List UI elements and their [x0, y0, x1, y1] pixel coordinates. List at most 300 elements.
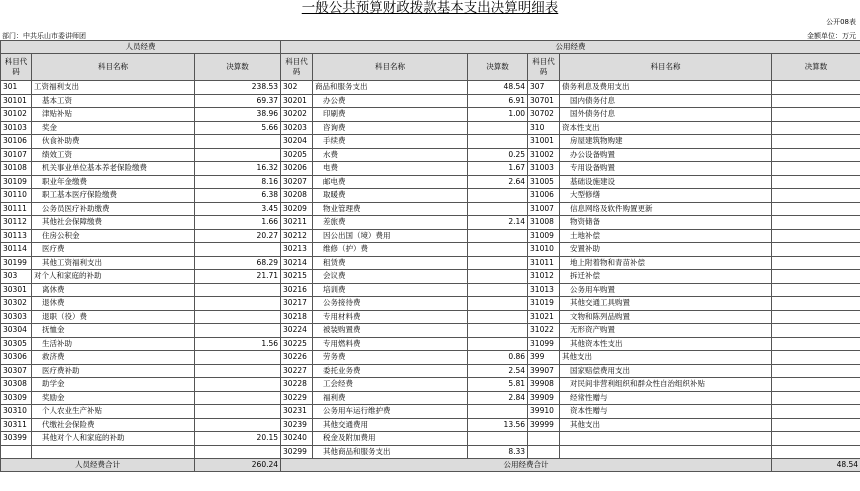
table-row	[1, 256, 860, 270]
table-row	[1, 121, 860, 135]
subject-code-cell: 30307	[1, 364, 32, 378]
subject-name-cell: 商品和服务支出	[313, 81, 468, 95]
subject-code-cell: 39909	[528, 391, 560, 405]
subject-name-cell: 其他社会保障缴费	[32, 216, 195, 230]
subject-name-cell: 专用设备购置	[560, 162, 772, 176]
subject-code-cell: 30213	[281, 243, 313, 257]
subject-code-cell: 31007	[528, 202, 560, 216]
subject-name-cell: 医疗费补助	[32, 364, 195, 378]
subject-code-cell: 399	[528, 351, 560, 365]
subject-code-cell: 39999	[528, 418, 560, 432]
subject-code-cell: 30218	[281, 310, 313, 324]
amount-cell	[772, 243, 860, 257]
expenditure-table	[0, 40, 860, 472]
subject-name-cell: 维修（护）费	[313, 243, 468, 257]
subject-name-cell: 土地补偿	[560, 229, 772, 243]
amount-cell	[772, 310, 860, 324]
subject-code-cell: 30108	[1, 162, 32, 176]
subject-code-cell: 31099	[528, 337, 560, 351]
table-row	[1, 108, 860, 122]
subject-code-cell: 301	[1, 81, 32, 95]
subject-name-cell: 奖励金	[32, 391, 195, 405]
subject-code-cell: 30231	[281, 405, 313, 419]
subject-name-cell: 基本工资	[32, 94, 195, 108]
public-total-value: 48.54	[772, 459, 860, 472]
table-row	[1, 94, 860, 108]
subject-name-cell: 会议费	[313, 270, 468, 284]
amount-cell	[468, 256, 528, 270]
subject-code-cell: 30204	[281, 135, 313, 149]
amount-cell: 13.56	[468, 418, 528, 432]
subject-name-cell: 其他交通工具购置	[560, 297, 772, 311]
subject-code-cell: 30211	[281, 216, 313, 230]
amount-cell: 238.53	[195, 81, 281, 95]
header-amount: 决算数	[195, 54, 281, 81]
subject-code-cell: 30701	[528, 94, 560, 108]
subject-name-cell: 职工基本医疗保险缴费	[32, 189, 195, 203]
subject-name-cell: 专用燃料费	[313, 337, 468, 351]
subject-code-cell: 30205	[281, 148, 313, 162]
amount-cell: 1.66	[195, 216, 281, 230]
subject-name-cell: 税金及附加费用	[313, 432, 468, 446]
section-band-row	[1, 41, 860, 54]
subject-name-cell: 公务用车购置	[560, 283, 772, 297]
subject-code-cell: 30224	[281, 324, 313, 338]
subject-name-cell: 公务接待费	[313, 297, 468, 311]
subject-name-cell: 绩效工资	[32, 148, 195, 162]
amount-cell	[195, 297, 281, 311]
subject-code-cell: 30227	[281, 364, 313, 378]
amount-cell	[195, 378, 281, 392]
subject-code-cell: 31001	[528, 135, 560, 149]
subject-code-cell: 30109	[1, 175, 32, 189]
subject-code-cell: 30306	[1, 351, 32, 365]
header-code: 科目代码	[1, 54, 32, 81]
subject-name-cell: 差旅费	[313, 216, 468, 230]
table-row	[1, 324, 860, 338]
subject-code-cell: 30113	[1, 229, 32, 243]
subject-code-cell: 39908	[528, 378, 560, 392]
amount-cell	[195, 148, 281, 162]
amount-cell: 3.45	[195, 202, 281, 216]
table-row	[1, 378, 860, 392]
header-code: 科目代码	[528, 54, 560, 81]
subject-name-cell: 印刷费	[313, 108, 468, 122]
subject-code-cell: 30101	[1, 94, 32, 108]
amount-cell	[195, 405, 281, 419]
subject-name-cell: 助学金	[32, 378, 195, 392]
amount-cell	[772, 135, 860, 149]
subject-code-cell: 30302	[1, 297, 32, 311]
amount-cell	[468, 432, 528, 446]
subject-code-cell: 30201	[281, 94, 313, 108]
subject-code-cell: 30111	[1, 202, 32, 216]
subject-name-cell: 工会经费	[313, 378, 468, 392]
subject-name-cell: 物业管理费	[313, 202, 468, 216]
subject-code-cell: 31012	[528, 270, 560, 284]
subject-name-cell: 机关事业单位基本养老保险缴费	[32, 162, 195, 176]
amount-cell	[772, 189, 860, 203]
amount-cell	[772, 256, 860, 270]
amount-cell: 0.86	[468, 351, 528, 365]
table-row	[1, 175, 860, 189]
amount-cell	[195, 310, 281, 324]
subject-code-cell: 39910	[528, 405, 560, 419]
subject-name-cell: 经常性赠与	[560, 391, 772, 405]
subject-name-cell: 津贴补贴	[32, 108, 195, 122]
amount-cell	[195, 324, 281, 338]
subject-name-cell: 邮电费	[313, 175, 468, 189]
amount-cell	[772, 378, 860, 392]
amount-cell	[468, 310, 528, 324]
subject-name-cell: 救济费	[32, 351, 195, 365]
section-public: 公用经费	[281, 41, 860, 54]
subject-name-cell: 专用材料费	[313, 310, 468, 324]
subject-code-cell: 31010	[528, 243, 560, 257]
subject-name-cell: 对个人和家庭的补助	[32, 270, 195, 284]
subject-code-cell	[528, 432, 560, 446]
subject-name-cell: 无形资产购置	[560, 324, 772, 338]
table-row	[1, 297, 860, 311]
subject-code-cell: 30199	[1, 256, 32, 270]
subject-name-cell: 福利费	[313, 391, 468, 405]
subject-code-cell: 30239	[281, 418, 313, 432]
amount-cell	[772, 324, 860, 338]
subject-name-cell: 其他交通费用	[313, 418, 468, 432]
subject-code-cell: 30305	[1, 337, 32, 351]
subject-name-cell: 生活补助	[32, 337, 195, 351]
subject-code-cell: 30106	[1, 135, 32, 149]
subject-code-cell: 30308	[1, 378, 32, 392]
public-total-label: 公用经费合计	[281, 459, 772, 472]
table-row	[1, 432, 860, 446]
subject-code-cell: 307	[528, 81, 560, 95]
table-row	[1, 364, 860, 378]
totals-row	[1, 459, 860, 472]
subject-code-cell: 30229	[281, 391, 313, 405]
subject-name-cell	[32, 445, 195, 459]
amount-cell	[468, 337, 528, 351]
subject-name-cell: 退职（役）费	[32, 310, 195, 324]
subject-code-cell: 30110	[1, 189, 32, 203]
subject-name-cell: 其他工资福利支出	[32, 256, 195, 270]
subject-name-cell	[560, 432, 772, 446]
section-personnel: 人员经费	[1, 41, 281, 54]
subject-code-cell: 30299	[281, 445, 313, 459]
subject-name-cell: 安置补助	[560, 243, 772, 257]
amount-cell	[772, 364, 860, 378]
subject-code-cell: 30301	[1, 283, 32, 297]
subject-code-cell: 30309	[1, 391, 32, 405]
table-row	[1, 270, 860, 284]
table-row	[1, 135, 860, 149]
subject-name-cell: 代缴社会保险费	[32, 418, 195, 432]
subject-code-cell: 30304	[1, 324, 32, 338]
subject-code-cell: 30702	[528, 108, 560, 122]
table-row	[1, 81, 860, 95]
amount-cell: 16.32	[195, 162, 281, 176]
table-row	[1, 445, 860, 459]
subject-code-cell: 310	[528, 121, 560, 135]
amount-cell: 20.27	[195, 229, 281, 243]
subject-name-cell: 其他资本性支出	[560, 337, 772, 351]
amount-cell: 1.56	[195, 337, 281, 351]
subject-code-cell: 30399	[1, 432, 32, 446]
amount-cell: 21.71	[195, 270, 281, 284]
subject-name-cell: 水费	[313, 148, 468, 162]
subject-code-cell: 31021	[528, 310, 560, 324]
subject-code-cell: 30215	[281, 270, 313, 284]
subject-name-cell: 其他支出	[560, 351, 772, 365]
amount-cell	[195, 391, 281, 405]
subject-code-cell: 31008	[528, 216, 560, 230]
subject-code-cell: 30209	[281, 202, 313, 216]
amount-cell: 68.29	[195, 256, 281, 270]
subject-code-cell: 30303	[1, 310, 32, 324]
form-code: 公开08表	[826, 18, 856, 26]
subject-name-cell: 信息网络及软件购置更新	[560, 202, 772, 216]
amount-cell	[772, 351, 860, 365]
amount-cell	[772, 270, 860, 284]
subject-name-cell: 委托业务费	[313, 364, 468, 378]
amount-cell	[772, 216, 860, 230]
header-code: 科目代码	[281, 54, 313, 81]
subject-name-cell: 医疗费	[32, 243, 195, 257]
department-label: 部门：中共乐山市委讲师团	[2, 32, 86, 40]
subject-name-cell: 工资福利支出	[32, 81, 195, 95]
personnel-total-value: 260.24	[195, 459, 281, 472]
amount-cell	[772, 94, 860, 108]
subject-name-cell: 公务员医疗补助缴费	[32, 202, 195, 216]
amount-cell: 69.37	[195, 94, 281, 108]
amount-cell: 8.33	[468, 445, 528, 459]
subject-code-cell: 31006	[528, 189, 560, 203]
subject-code-cell: 30311	[1, 418, 32, 432]
column-header-row	[1, 54, 860, 81]
subject-name-cell: 资本性赠与	[560, 405, 772, 419]
table-row	[1, 391, 860, 405]
subject-code-cell: 30225	[281, 337, 313, 351]
amount-cell	[468, 121, 528, 135]
amount-cell	[772, 432, 860, 446]
amount-cell	[772, 418, 860, 432]
table-row	[1, 351, 860, 365]
subject-name-cell: 对民间非营利组织和群众性自治组织补贴	[560, 378, 772, 392]
amount-cell: 1.67	[468, 162, 528, 176]
subject-name-cell: 国外债务付息	[560, 108, 772, 122]
subject-name-cell: 伙食补助费	[32, 135, 195, 149]
amount-cell	[468, 405, 528, 419]
amount-cell	[195, 135, 281, 149]
subject-code-cell: 30228	[281, 378, 313, 392]
subject-code-cell: 39907	[528, 364, 560, 378]
subject-code-cell: 30102	[1, 108, 32, 122]
subject-name-cell: 拆迁补偿	[560, 270, 772, 284]
table-row	[1, 418, 860, 432]
subject-code-cell: 31022	[528, 324, 560, 338]
amount-cell: 2.14	[468, 216, 528, 230]
amount-cell: 5.66	[195, 121, 281, 135]
amount-cell: 8.16	[195, 175, 281, 189]
table-row	[1, 162, 860, 176]
amount-cell	[468, 135, 528, 149]
amount-cell	[195, 418, 281, 432]
subject-code-cell	[528, 445, 560, 459]
table-row	[1, 243, 860, 257]
subject-name-cell: 大型修缮	[560, 189, 772, 203]
amount-cell	[772, 391, 860, 405]
amount-cell: 20.15	[195, 432, 281, 446]
amount-cell: 6.38	[195, 189, 281, 203]
amount-cell	[772, 148, 860, 162]
table-row	[1, 283, 860, 297]
table-row	[1, 405, 860, 419]
subject-code-cell: 31009	[528, 229, 560, 243]
subject-name-cell: 手续费	[313, 135, 468, 149]
subject-code-cell: 31003	[528, 162, 560, 176]
subject-name-cell: 资本性支出	[560, 121, 772, 135]
amount-cell: 1.00	[468, 108, 528, 122]
amount-cell	[195, 283, 281, 297]
amount-cell	[468, 243, 528, 257]
amount-cell: 6.91	[468, 94, 528, 108]
amount-cell	[772, 108, 860, 122]
subject-code-cell: 30212	[281, 229, 313, 243]
table-row	[1, 148, 860, 162]
subject-code-cell: 30217	[281, 297, 313, 311]
subject-name-cell: 办公设备购置	[560, 148, 772, 162]
amount-cell	[772, 162, 860, 176]
subject-code-cell: 31019	[528, 297, 560, 311]
amount-cell: 2.84	[468, 391, 528, 405]
amount-cell: 48.54	[468, 81, 528, 95]
subject-code-cell: 30103	[1, 121, 32, 135]
subject-code-cell: 30207	[281, 175, 313, 189]
subject-name-cell: 国家赔偿费用支出	[560, 364, 772, 378]
subject-name-cell: 办公费	[313, 94, 468, 108]
amount-cell	[195, 364, 281, 378]
subject-name-cell: 抚恤金	[32, 324, 195, 338]
amount-cell	[772, 121, 860, 135]
subject-code-cell: 31013	[528, 283, 560, 297]
subject-code-cell: 30226	[281, 351, 313, 365]
subject-name-cell: 因公出国（境）费用	[313, 229, 468, 243]
subject-code-cell: 30240	[281, 432, 313, 446]
subject-code-cell: 31005	[528, 175, 560, 189]
amount-cell	[772, 405, 860, 419]
header-amount: 决算数	[772, 54, 860, 81]
subject-code-cell: 30202	[281, 108, 313, 122]
table-row	[1, 310, 860, 324]
amount-cell	[772, 445, 860, 459]
subject-name-cell: 公务用车运行维护费	[313, 405, 468, 419]
header-name: 科目名称	[313, 54, 468, 81]
amount-cell: 5.81	[468, 378, 528, 392]
table-row	[1, 189, 860, 203]
subject-name-cell: 职业年金缴费	[32, 175, 195, 189]
subject-code-cell: 30114	[1, 243, 32, 257]
personnel-total-label: 人员经费合计	[1, 459, 195, 472]
amount-cell	[772, 81, 860, 95]
subject-name-cell: 其他商品和服务支出	[313, 445, 468, 459]
subject-name-cell: 培训费	[313, 283, 468, 297]
subject-name-cell: 文物和陈列品购置	[560, 310, 772, 324]
amount-cell	[772, 229, 860, 243]
subject-code-cell	[1, 445, 32, 459]
subject-code-cell: 303	[1, 270, 32, 284]
amount-cell	[468, 283, 528, 297]
amount-cell	[195, 351, 281, 365]
amount-cell	[195, 243, 281, 257]
amount-cell	[195, 445, 281, 459]
amount-cell	[468, 297, 528, 311]
amount-cell	[772, 337, 860, 351]
header-name: 科目名称	[32, 54, 195, 81]
amount-cell: 2.54	[468, 364, 528, 378]
subject-code-cell: 30112	[1, 216, 32, 230]
table-row	[1, 229, 860, 243]
subject-code-cell: 31002	[528, 148, 560, 162]
subject-code-cell: 31011	[528, 256, 560, 270]
amount-cell	[468, 202, 528, 216]
amount-cell: 38.96	[195, 108, 281, 122]
header-name: 科目名称	[560, 54, 772, 81]
amount-cell	[772, 202, 860, 216]
subject-name-cell: 住房公积金	[32, 229, 195, 243]
subject-name-cell: 其他对个人和家庭的补助	[32, 432, 195, 446]
subject-name-cell: 离休费	[32, 283, 195, 297]
subject-name-cell: 基础设施建设	[560, 175, 772, 189]
subject-code-cell: 30214	[281, 256, 313, 270]
subject-name-cell: 债务利息及费用支出	[560, 81, 772, 95]
subject-code-cell: 30107	[1, 148, 32, 162]
report-title: 一般公共预算财政拨款基本支出决算明细表	[301, 0, 559, 16]
subject-code-cell: 302	[281, 81, 313, 95]
subject-name-cell: 物资储备	[560, 216, 772, 230]
subject-code-cell: 30203	[281, 121, 313, 135]
amount-cell	[468, 270, 528, 284]
amount-cell	[468, 324, 528, 338]
amount-cell	[772, 283, 860, 297]
subject-name-cell: 退休费	[32, 297, 195, 311]
subject-name-cell: 个人农业生产补贴	[32, 405, 195, 419]
subject-name-cell: 其他支出	[560, 418, 772, 432]
amount-cell	[468, 189, 528, 203]
subject-name-cell: 房屋建筑物购建	[560, 135, 772, 149]
subject-code-cell: 30208	[281, 189, 313, 203]
unit-label: 金额单位：万元	[807, 32, 856, 40]
subject-code-cell: 30216	[281, 283, 313, 297]
subject-name-cell	[560, 445, 772, 459]
amount-cell	[772, 175, 860, 189]
amount-cell: 0.25	[468, 148, 528, 162]
subject-name-cell: 国内债务付息	[560, 94, 772, 108]
subject-name-cell: 电费	[313, 162, 468, 176]
subject-name-cell: 被装购置费	[313, 324, 468, 338]
subject-name-cell: 地上附着物和青苗补偿	[560, 256, 772, 270]
table-row	[1, 337, 860, 351]
amount-cell	[468, 229, 528, 243]
subject-name-cell: 取暖费	[313, 189, 468, 203]
subject-code-cell: 30206	[281, 162, 313, 176]
amount-cell	[772, 297, 860, 311]
subject-name-cell: 租赁费	[313, 256, 468, 270]
subject-name-cell: 咨询费	[313, 121, 468, 135]
table-row	[1, 216, 860, 230]
amount-cell: 2.64	[468, 175, 528, 189]
table-row	[1, 202, 860, 216]
subject-name-cell: 劳务费	[313, 351, 468, 365]
